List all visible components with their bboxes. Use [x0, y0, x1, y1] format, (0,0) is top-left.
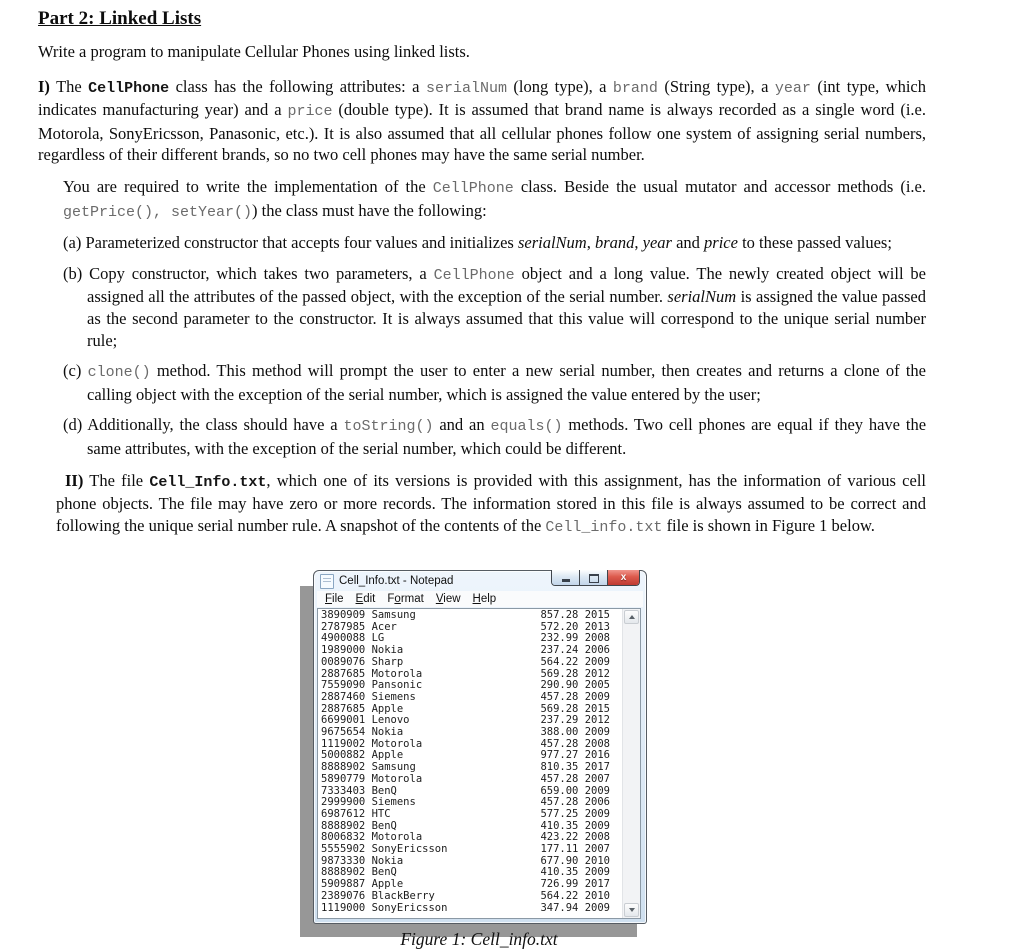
- list-item-c: [63, 360, 926, 405]
- record-price-year: 457.28 2007: [540, 772, 610, 785]
- list-item-label: (d): [63, 415, 83, 435]
- notepad-menubar: [317, 591, 643, 607]
- window-title: Cell_Info.txt - Notepad: [339, 575, 454, 587]
- file-record: [321, 692, 610, 704]
- record-serial-brand: 6987612 HTC: [321, 807, 391, 820]
- record-serial-brand: 2389076 BlackBerry: [321, 889, 435, 902]
- close-icon: x: [620, 572, 627, 583]
- record-serial-brand: 9675654 Nokia: [321, 726, 404, 739]
- record-serial-brand: 1119000 SonyEricsson: [321, 901, 448, 914]
- list-item-text: Additionally, the class should have a toString() and an equals() methods. Two cell phones are equal if they have the same attributes, with the exception of the serial number, which could be different.: [87, 415, 927, 458]
- record-serial-brand: 5000882 Apple: [321, 749, 404, 762]
- paragraph-requirements: You are required to write the implementation of the CellPhone class. Beside the usual mutator and accessor methods (i.e. getPrice(), setYear()) the class must have the following:: [63, 176, 926, 221]
- minimize-button[interactable]: [552, 570, 580, 585]
- notepad-titlebar[interactable]: [314, 571, 646, 591]
- record-price-year: 423.22 2008: [540, 831, 610, 844]
- record-serial-brand: 2787985 Acer: [321, 620, 397, 633]
- paragraph-cellphone-class: I) The CellPhone class has the following attributes: a serialNum (long type), a brand (String type), a year (int type, which indicates manufacturing year) and a price (double type). It is assumed that brand name is always recorded as a single word (i.e. Motorola, SonyEricsson, Panasonic, etc.). It is also assumed that all cellular phones follow one system of assigning serial numbers, regardless of their different brands, so no two cell phones may have the same serial number.: [38, 76, 926, 165]
- list-item-d: [63, 414, 926, 459]
- record-price-year: 577.25 2009: [540, 807, 610, 820]
- record-price-year: 410.35 2009: [540, 866, 610, 879]
- menu-item-format[interactable]: Format: [387, 593, 424, 605]
- list-item-label: (a): [63, 233, 82, 253]
- record-serial-brand: 3890909 Samsung: [321, 609, 416, 621]
- notepad-window: [313, 570, 647, 924]
- maximize-icon: [589, 574, 599, 583]
- record-serial-brand: 1989000 Nokia: [321, 644, 404, 657]
- paragraph-cell-info-file: II) The file Cell_Info.txt, which one of its versions is provided with this assignment, has the information of various cell phone objects. The file may have zero or more records. The information stored in this file is always assumed to be correct and following the unique serial number rule. A snapshot of the contents of the Cell_info.txt file is shown in Figure 1 below.: [56, 470, 926, 536]
- record-serial-brand: 1119002 Motorola: [321, 737, 423, 750]
- record-price-year: 177.11 2007: [540, 843, 610, 856]
- figure-caption: Figure 1: Cell_info.txt: [400, 929, 558, 949]
- record-price-year: 237.29 2012: [540, 714, 610, 727]
- record-serial-brand: 8006832 Motorola: [321, 831, 423, 844]
- record-serial-brand: 8888902 BenQ: [321, 819, 397, 832]
- record-price-year: 857.28 2015: [540, 609, 610, 621]
- record-price-year: 977.27 2016: [540, 749, 610, 762]
- file-record: [321, 903, 610, 915]
- record-price-year: 810.35 2017: [540, 761, 610, 774]
- close-button[interactable]: [608, 570, 639, 585]
- record-price-year: 410.35 2009: [540, 819, 610, 832]
- record-price-year: 677.90 2010: [540, 854, 610, 867]
- record-serial-brand: 8888902 Samsung: [321, 761, 416, 774]
- page-title: Part 2: Linked Lists: [38, 8, 202, 29]
- file-record: [321, 727, 610, 739]
- intro-paragraph: Write a program to manipulate Cellular Phones using linked lists.: [38, 42, 470, 61]
- record-serial-brand: 5555902 SonyEricsson: [321, 843, 448, 856]
- record-price-year: 564.22 2009: [540, 655, 610, 668]
- record-price-year: 347.94 2009: [540, 901, 610, 914]
- notepad-app-icon: [320, 574, 334, 589]
- record-serial-brand: 2887685 Apple: [321, 702, 404, 715]
- file-record: [321, 774, 610, 786]
- list-item-text: Copy constructor, which takes two parameters, a CellPhone object and a long value. The newly created object will be assigned all the attributes of the passed object, with the exception of the serial number. serialNum is assigned the value passed as the second parameter to the constructor. It is always assumed that this value will correspond to the unique serial number rule;: [87, 263, 927, 350]
- record-price-year: 388.00 2009: [540, 726, 610, 739]
- scroll-up-button[interactable]: [624, 610, 639, 624]
- record-price-year: 659.00 2009: [540, 784, 610, 797]
- arrow-up-icon: [629, 615, 635, 619]
- record-serial-brand: 2887685 Motorola: [321, 667, 423, 680]
- file-record: [321, 610, 610, 622]
- list-item-a: [63, 232, 926, 254]
- arrow-down-icon: [629, 908, 635, 912]
- scroll-down-button[interactable]: [624, 903, 639, 917]
- list-item-label: (c): [63, 361, 82, 381]
- record-price-year: 572.20 2013: [540, 620, 610, 633]
- record-serial-brand: 2999900 Siemens: [321, 796, 416, 809]
- record-price-year: 457.28 2009: [540, 690, 610, 703]
- record-serial-brand: 9873330 Nokia: [321, 854, 404, 867]
- document-body: [38, 0, 926, 538]
- menu-item-view[interactable]: View: [435, 593, 461, 605]
- record-serial-brand: 7333403 BenQ: [321, 784, 397, 797]
- record-price-year: 564.22 2010: [540, 889, 610, 902]
- record-price-year: 457.28 2006: [540, 796, 610, 809]
- record-serial-brand: 6699001 Lenovo: [321, 714, 410, 727]
- record-price-year: 569.28 2015: [540, 702, 610, 715]
- record-serial-brand: 4900088 LG: [321, 632, 385, 645]
- file-record: [321, 844, 610, 856]
- record-serial-brand: 0089076 Sharp: [321, 655, 404, 668]
- menu-item-file[interactable]: File: [325, 593, 344, 605]
- record-serial-brand: 2887460 Siemens: [321, 690, 416, 703]
- file-record: [321, 891, 610, 903]
- record-price-year: 237.24 2006: [540, 644, 610, 657]
- record-serial-brand: 5890779 Motorola: [321, 772, 423, 785]
- window-caption-buttons: [551, 570, 640, 586]
- record-price-year: 569.28 2012: [540, 667, 610, 680]
- record-serial-brand: 8888902 BenQ: [321, 866, 397, 879]
- list-item-b: [63, 263, 926, 351]
- record-serial-brand: 7559090 Pansonic: [321, 679, 423, 692]
- record-price-year: 232.99 2008: [540, 632, 610, 645]
- menu-item-help[interactable]: Help: [472, 593, 497, 605]
- record-price-year: 726.99 2017: [540, 878, 610, 891]
- list-item-text: Parameterized constructor that accepts four values and initializes serialNum, brand, year and price to these passed values;: [85, 233, 892, 253]
- notepad-edit-area: [317, 608, 641, 919]
- file-record: [321, 809, 610, 821]
- vertical-scrollbar[interactable]: [622, 609, 640, 918]
- record-price-year: 457.28 2008: [540, 737, 610, 750]
- record-serial-brand: 5909887 Apple: [321, 878, 404, 891]
- menu-item-edit[interactable]: Edit: [355, 593, 376, 605]
- file-records[interactable]: [318, 609, 622, 918]
- maximize-button[interactable]: [580, 570, 608, 585]
- file-record: [321, 657, 610, 669]
- list-item-text: clone() method. This method will prompt the user to enter a new serial number, then creates and returns a clone of the calling object with the exception of the serial number, which is assigned the value entered by the user;: [87, 361, 926, 404]
- record-price-year: 290.90 2005: [540, 679, 610, 692]
- minimize-icon: [562, 579, 570, 582]
- list-item-label: (b): [63, 263, 83, 283]
